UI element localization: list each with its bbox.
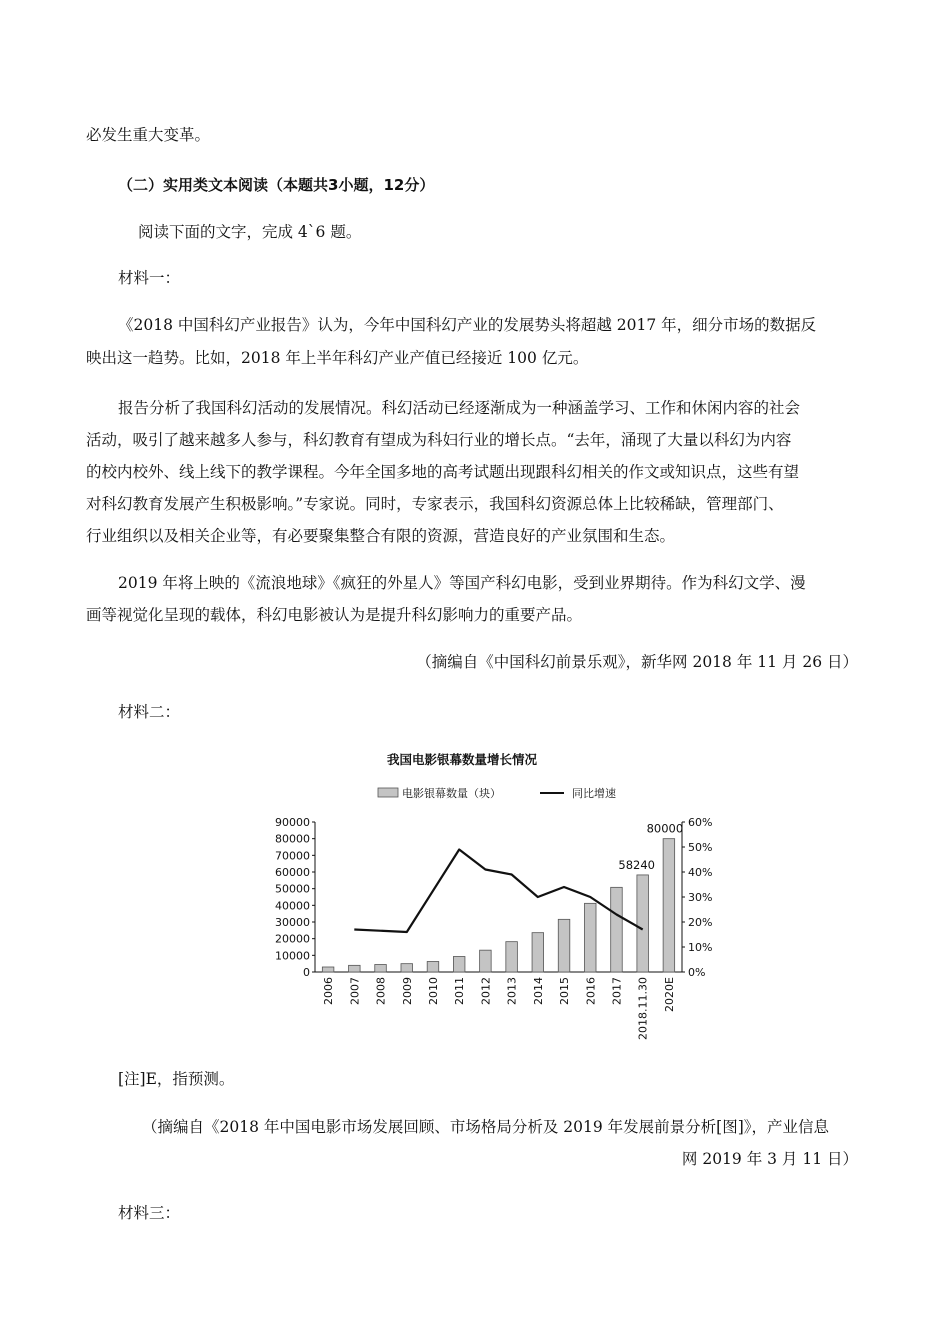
- bar: [322, 967, 334, 972]
- bar: [349, 965, 361, 972]
- legend-bar-swatch: [378, 788, 398, 797]
- y-tick-label: 30000: [275, 916, 310, 929]
- y2-tick-label: 10%: [688, 941, 713, 954]
- bar: [427, 962, 439, 973]
- x-tick-label: 2016: [584, 977, 598, 1005]
- bar: [375, 965, 387, 973]
- bar: [558, 919, 570, 972]
- y-tick-label: 50000: [275, 882, 310, 896]
- section-heading: （二）实用类文本阅读（本题共3小题，12分）: [118, 176, 435, 194]
- y-tick-label: 80000: [275, 832, 310, 846]
- chart-title: 我国电影银幕数量增长情况: [386, 752, 538, 767]
- y2-tick-label: 20%: [688, 916, 713, 929]
- x-tick-label: 2013: [505, 977, 519, 1005]
- y2-tick-label: 60%: [688, 816, 713, 829]
- y-tick-label: 0: [303, 966, 310, 979]
- chart-note: [注]E，指预测。: [118, 1070, 235, 1088]
- x-tick-label: 2018.11.30: [636, 977, 650, 1040]
- material-1-paragraph-3-line-2: 画等视觉化呈现的载体，科幻电影被认为是提升科幻影响力的重要产品。: [86, 606, 583, 624]
- material-1-source: （摘编自《中国科幻前景乐观》，新华网 2018 年 11 月 26 日）: [416, 653, 858, 671]
- x-tick-label: 2011: [453, 977, 467, 1005]
- legend-bar-label: 电影银幕数量（块）: [402, 787, 501, 800]
- instruction-text: 阅读下面的文字，完成 4`6 题。: [138, 223, 362, 241]
- material-1-paragraph-2-line-1: 报告分析了我国科幻活动的发展情况。科幻活动已经逐渐成为一种涵盖学习、工作和休闲内容的社会: [118, 399, 801, 417]
- y-tick-label: 70000: [275, 849, 310, 863]
- bar: [637, 875, 649, 972]
- x-tick-label: 2020E: [662, 977, 676, 1012]
- material-2-label: 材料二：: [118, 703, 181, 721]
- material-1-paragraph-2-line-4: 对科幻教育发展产生积极影响。”专家说。同时，专家表示，我国科幻资源总体上比较稀缺，管理部门、: [86, 495, 784, 513]
- bar: [584, 903, 596, 972]
- bar: [506, 942, 518, 972]
- bar: [401, 964, 413, 972]
- y-tick-label: 90000: [275, 816, 310, 829]
- screen-count-chart: [262, 740, 713, 1040]
- bar: [611, 887, 623, 972]
- y2-tick-label: 50%: [688, 841, 713, 854]
- x-tick-label: 2012: [479, 977, 493, 1005]
- plot-area: [275, 816, 712, 1040]
- material-2-source-line-2: 网 2019 年 3 月 11 日）: [681, 1150, 858, 1168]
- bar: [453, 957, 465, 973]
- bar-data-label: 80000: [646, 821, 684, 836]
- material-1-paragraph-2-line-3: 的校内校外、线上线下的教学课程。今年全国多地的高考试题出现跟科幻相关的作文或知识点，这些有望: [86, 463, 800, 481]
- x-tick-label: 2017: [610, 977, 624, 1005]
- legend-line-label: 同比增速: [572, 787, 616, 800]
- material-2-source-line-1: （摘编自《2018 年中国电影市场发展回顾、市场格局分析及 2019 年发展前景分析[图]》，产业信息: [142, 1118, 830, 1136]
- bar: [532, 933, 544, 972]
- material-1-paragraph-1-line-1: 《2018 中国科幻产业报告》认为，今年中国科幻产业的发展势头将超越 2017 年，细分市场的数据反: [118, 316, 817, 334]
- material-1-paragraph-2-line-2: 活动，吸引了越来越多人参与，科幻教育有望成为科妇行业的增长点。“去年，涌现了大量以科幻为内容: [86, 431, 792, 449]
- material-1-paragraph-1-line-2: 映出这一趋势。比如，2018 年上半年科幻产业产值已经接近 100 亿元。: [86, 349, 589, 367]
- x-tick-label: 2007: [348, 977, 362, 1005]
- bar: [663, 839, 675, 972]
- y-tick-label: 20000: [275, 932, 310, 946]
- material-3-label: 材料三：: [118, 1204, 181, 1222]
- x-tick-label: 2014: [531, 977, 545, 1005]
- material-1-paragraph-3-line-1: 2019 年将上映的《流浪地球》《疯狂的外星人》等国产科幻电影，受到业界期待。作为科幻文学、漫: [118, 574, 806, 592]
- material-1-label: 材料一：: [118, 269, 181, 287]
- x-tick-label: 2006: [322, 977, 336, 1005]
- y2-tick-label: 0%: [688, 966, 706, 979]
- x-tick-label: 2010: [426, 977, 440, 1005]
- y2-tick-label: 40%: [688, 866, 713, 879]
- y-tick-label: 10000: [275, 949, 310, 963]
- bar: [480, 950, 492, 972]
- x-tick-label: 2009: [400, 977, 414, 1005]
- y2-tick-label: 30%: [688, 891, 713, 904]
- paragraph-ending: 必发生重大变革。: [86, 126, 211, 144]
- material-1-paragraph-2-line-5: 行业组织以及相关企业等，有必要聚集整合有限的资源，营造良好的产业氛围和生态。: [86, 527, 676, 545]
- y-tick-label: 60000: [275, 866, 310, 879]
- x-tick-label: 2008: [374, 977, 388, 1005]
- x-tick-label: 2015: [558, 977, 572, 1005]
- y-tick-label: 40000: [275, 899, 310, 913]
- growth-rate-line: [354, 850, 642, 933]
- bar-data-label: 58240: [618, 857, 655, 872]
